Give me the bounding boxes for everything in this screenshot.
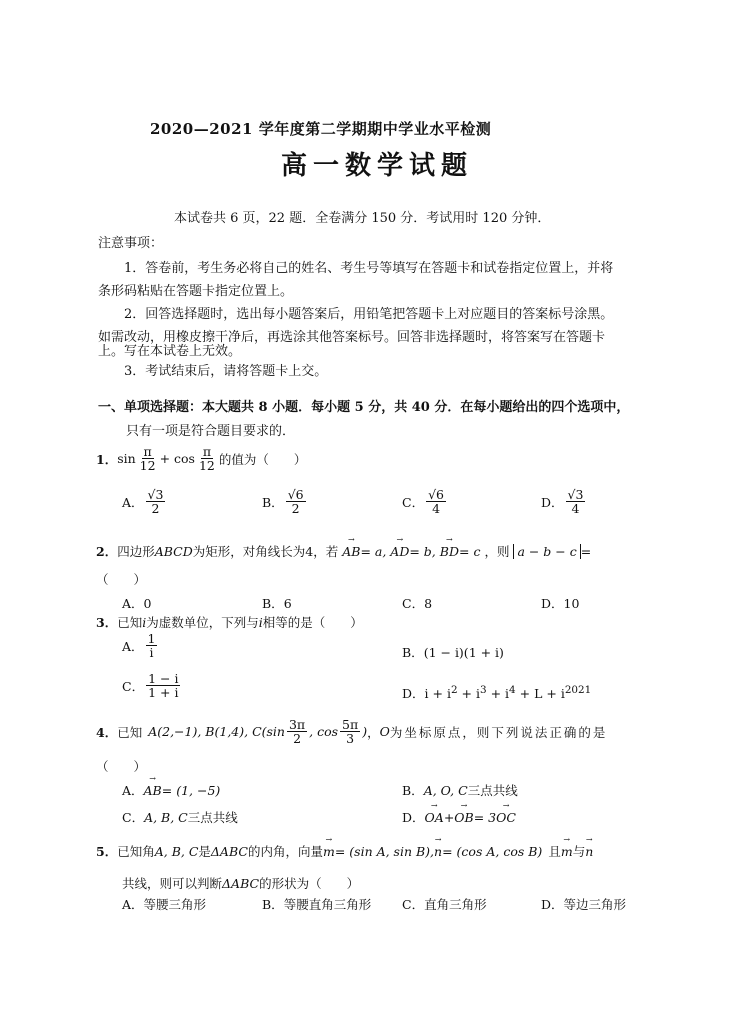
q1-option-c xyxy=(402,488,448,515)
option-text: 等边三角形 xyxy=(563,897,627,912)
option-fraction xyxy=(146,632,158,659)
question-tail: 的值为（ ） xyxy=(218,451,307,467)
denominator: 1 + i xyxy=(148,685,179,701)
vector-ob: → OB xyxy=(454,810,473,825)
option-label: B． xyxy=(262,494,284,510)
equals-sign: = xyxy=(580,544,592,559)
q1-option-b xyxy=(262,488,308,515)
abs-expression: a − b − c xyxy=(513,544,580,559)
option-label: D． xyxy=(541,596,564,611)
q3-option-b xyxy=(402,643,504,661)
note-item-2: 2．回答选择题时，选出每小题答案后，用铅笔把答题卡上对应题目的答案标号涂黑。 xyxy=(124,307,614,322)
option-text: 等腰三角形 xyxy=(143,897,207,912)
exponent: 2 xyxy=(450,684,458,696)
vector-oc: → OC xyxy=(496,810,516,825)
q2-option-d xyxy=(541,594,579,612)
exponent: 2021 xyxy=(564,684,592,696)
option-text: 0 xyxy=(143,596,152,611)
vector-m: → m xyxy=(561,844,573,859)
triangle-name: ΔABC xyxy=(222,876,260,891)
option-expr: = (1, −5) xyxy=(161,783,221,798)
option-text: 8 xyxy=(424,596,433,611)
numerator: π xyxy=(202,444,212,459)
question-3 xyxy=(96,613,363,631)
question-text: 为坐标原点，则下列说法正确的是 xyxy=(389,724,608,740)
question-text: ， xyxy=(367,724,380,740)
option-expr: + i xyxy=(457,686,480,702)
vector-ab: → AB xyxy=(144,783,162,798)
plus-cos-text: + cos xyxy=(159,451,195,467)
q4-option-d xyxy=(402,808,516,826)
q1-option-a xyxy=(122,488,167,515)
q4-option-b xyxy=(402,781,518,799)
question-text: 的内角，向量 xyxy=(247,844,323,859)
denominator: 4 xyxy=(432,501,441,517)
exponent: 4 xyxy=(509,684,516,696)
option-expr: + i xyxy=(486,686,510,702)
answer-paren: （ ） xyxy=(96,759,147,774)
q3-option-a xyxy=(122,632,159,659)
numerator: 3π xyxy=(288,717,306,732)
option-label: C． xyxy=(402,897,425,912)
q4-option-c xyxy=(122,808,238,826)
option-label: C． xyxy=(122,678,145,694)
option-label: A． xyxy=(122,897,144,912)
question-text: ，若 xyxy=(313,544,339,559)
cos-text: , cos xyxy=(309,724,339,740)
option-text: 三点共线 xyxy=(467,783,518,798)
vector-oa: → OA xyxy=(425,810,444,825)
q3-option-d xyxy=(402,684,591,702)
question-number: 2． xyxy=(96,544,118,559)
question-5-cont xyxy=(122,874,359,892)
numerator: 1 − i xyxy=(148,671,179,686)
numerator: √3 xyxy=(147,487,164,502)
option-label: B． xyxy=(262,897,284,912)
origin-label: O xyxy=(379,724,390,740)
question-2 xyxy=(96,542,591,560)
question-text: 的形状为（ ） xyxy=(259,876,360,891)
q5-option-a xyxy=(122,895,206,913)
q4-option-a xyxy=(122,781,220,799)
vector-eq: = c xyxy=(459,544,481,559)
option-label: C． xyxy=(122,810,145,825)
option-text: 三点共线 xyxy=(187,810,238,825)
notes-heading: 注意事项： xyxy=(98,236,164,251)
question-text: 已知 xyxy=(117,724,143,740)
option-label: C． xyxy=(402,596,425,611)
option-label: B． xyxy=(402,645,424,660)
denominator: 2 xyxy=(293,731,302,747)
question-text: 四边形 xyxy=(117,544,155,559)
option-label: A． xyxy=(122,494,144,510)
vector-n: → n xyxy=(434,844,442,859)
note-item-1-cont: 条形码粘贴在答题卡指定位置上。 xyxy=(98,284,294,299)
sin-text: sin xyxy=(117,451,136,467)
vector-bd: → BD xyxy=(440,544,459,559)
denominator: 4 xyxy=(571,501,580,517)
note-item-3: 3．考试结束后，请将答题卡上交。 xyxy=(124,364,328,379)
exam-title: 2020—2021 学年度第二学期期中学业水平检测 xyxy=(150,120,492,138)
exponent: 3 xyxy=(480,684,487,696)
denominator: 2 xyxy=(151,501,160,517)
q2-option-b xyxy=(262,594,292,612)
option-fraction xyxy=(426,488,446,515)
vector-ad: → AD xyxy=(390,544,409,559)
numerator: 1 xyxy=(147,631,156,646)
option-label: B． xyxy=(402,783,424,798)
equals-sign: = 3 xyxy=(473,810,497,825)
q5-option-c xyxy=(402,895,487,913)
angle-names: A, B, C xyxy=(154,844,199,859)
close-paren: ) xyxy=(362,724,368,740)
option-points: A, O, C xyxy=(423,783,468,798)
option-label: A． xyxy=(122,783,144,798)
imag-unit: i xyxy=(258,615,263,630)
points-expr: A(2,−1), B(1,4), C(sin xyxy=(148,724,285,740)
subject-title: 高一数学试题 xyxy=(281,151,474,181)
option-text: (1 − i)(1 + i) xyxy=(423,645,504,660)
note-item-1: 1．答卷前，考生务必将自己的姓名、考生号等填写在答题卡和试卷指定位置上，并将 xyxy=(124,261,614,276)
answer-paren: （ ） xyxy=(96,572,147,587)
option-expr: i + i xyxy=(424,686,451,702)
question-text: 是 xyxy=(198,844,211,859)
option-fraction xyxy=(146,488,166,515)
diagonal-length: 4 xyxy=(305,544,314,559)
vector-value: = (cos A, cos B) xyxy=(442,844,543,859)
numerator: π xyxy=(143,444,152,459)
question-text: 已知角 xyxy=(117,844,155,859)
quad-name: ABCD xyxy=(154,544,193,559)
numerator: 5π xyxy=(342,717,359,732)
question-number: 4． xyxy=(96,724,118,740)
question-number: 3． xyxy=(96,615,118,630)
question-text: 共线，则可以判断 xyxy=(122,876,223,891)
question-5 xyxy=(96,842,593,860)
option-fraction xyxy=(146,672,180,699)
fraction xyxy=(287,718,307,745)
question-text: 已知 xyxy=(117,615,143,630)
option-fraction xyxy=(566,488,586,515)
imag-unit: i xyxy=(142,615,147,630)
vector-value: = (sin A, sin B), xyxy=(334,844,435,859)
option-text: 直角三角形 xyxy=(424,897,487,912)
question-4 xyxy=(96,718,607,745)
question-text: 相等的是（ ） xyxy=(262,615,363,630)
question-text: 且 xyxy=(548,844,561,859)
question-text: 与 xyxy=(572,844,586,859)
vector-eq: = b, xyxy=(409,544,436,559)
option-label: A． xyxy=(122,596,144,611)
option-label: B． xyxy=(262,596,284,611)
question-text: 为矩形，对角线长为 xyxy=(192,544,306,559)
exam-info: 本试卷共 6 页，22 题．全卷满分 150 分．考试用时 120 分钟． xyxy=(174,211,551,226)
option-label: A． xyxy=(122,638,144,654)
denominator: 12 xyxy=(139,458,156,474)
numerator: √6 xyxy=(428,487,444,502)
fraction xyxy=(340,718,360,745)
question-text: 为虚数单位，下列与 xyxy=(146,615,259,630)
option-fraction xyxy=(286,488,306,515)
option-label: D． xyxy=(402,686,425,702)
section-heading: 一、单项选择题：本大题共 8 小题．每小题 5 分，共 40 分．在每小题给出的四个选项中， xyxy=(98,400,630,415)
question-1 xyxy=(96,445,306,472)
q3-option-c xyxy=(122,672,182,699)
triangle-name: ΔABC xyxy=(210,844,248,859)
denominator: i xyxy=(149,645,154,661)
q2-option-c xyxy=(402,594,432,612)
question-number: 5． xyxy=(96,844,118,859)
vector-eq: = a, xyxy=(360,544,387,559)
option-label: D． xyxy=(541,897,564,912)
denominator: 2 xyxy=(291,501,300,517)
note-item-2-cont2: 上。写在本试卷上无效。 xyxy=(98,344,242,359)
option-text: 等腰直角三角形 xyxy=(283,897,372,912)
q1-option-d xyxy=(541,488,587,515)
note-item-2-cont: 如需改动，用橡皮擦干净后，再选涂其他答案标号。回答非选择题时，将答案写在答题卡 xyxy=(98,330,606,345)
option-label: D． xyxy=(402,810,425,825)
option-label: C． xyxy=(402,494,425,510)
option-text: 10 xyxy=(563,596,580,611)
vector-ab: → AB xyxy=(342,544,360,559)
section-heading-cont: 只有一项是符合题目要求的． xyxy=(126,424,296,439)
denominator: 12 xyxy=(198,458,215,474)
q5-option-d xyxy=(541,895,626,913)
option-points: A, B, C xyxy=(144,810,188,825)
vector-m: → m xyxy=(323,844,335,859)
q2-option-a xyxy=(122,594,151,612)
fraction xyxy=(138,445,158,472)
option-expr: + L + i xyxy=(515,686,565,702)
denominator: 3 xyxy=(346,731,355,747)
numerator: √6 xyxy=(287,487,304,502)
q5-option-b xyxy=(262,895,371,913)
numerator: √3 xyxy=(567,487,584,502)
option-label: D． xyxy=(541,494,564,510)
vector-n: → n xyxy=(585,844,593,859)
fraction xyxy=(197,445,217,472)
question-number: 1． xyxy=(96,451,118,467)
option-text: 6 xyxy=(283,596,292,611)
plus-sign: + xyxy=(443,810,455,825)
question-text: ，则 xyxy=(484,544,510,559)
